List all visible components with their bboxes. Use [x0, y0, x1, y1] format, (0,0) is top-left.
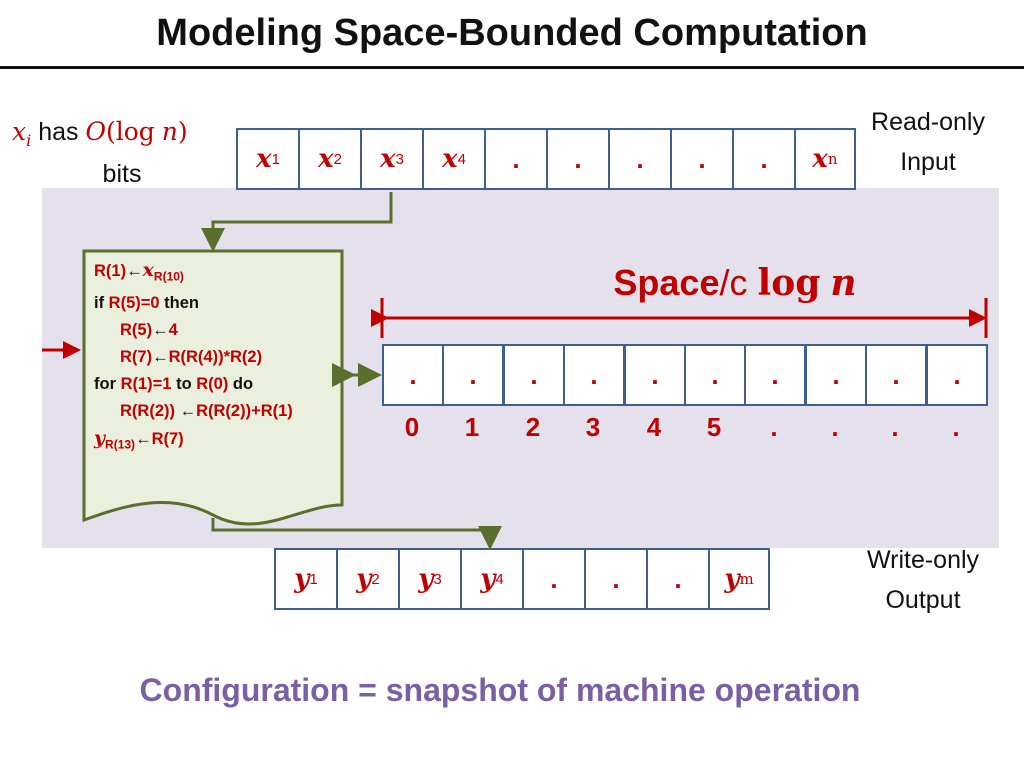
program-line — [94, 290, 342, 317]
program-token: R(10) — [153, 269, 184, 284]
input-label-line2: Input — [900, 148, 956, 176]
output-cell: y 4 — [460, 548, 524, 610]
bits-note-order: O(log n) — [85, 117, 188, 146]
program-token: ← — [126, 262, 143, 280]
program-token: do — [228, 375, 254, 394]
work-cell: . — [563, 344, 625, 406]
input-read-connector — [213, 192, 391, 246]
program-token: if — [94, 294, 109, 313]
program-token: R(1)=1 — [120, 375, 172, 394]
program-token: ← — [135, 430, 152, 449]
program-line — [94, 398, 342, 425]
input-cell: x 3 — [360, 128, 424, 190]
output-cell: y 3 — [398, 548, 462, 610]
program-panel — [84, 251, 342, 505]
work-cell: . — [684, 344, 746, 406]
output-cell: . — [584, 548, 648, 610]
input-cell: . — [670, 128, 734, 190]
program-token: R(5) — [120, 321, 153, 340]
program-token: x — [142, 259, 154, 281]
work-index: 4 — [646, 412, 662, 442]
bits-note-word: has — [38, 118, 79, 146]
work-cell: . — [442, 344, 504, 406]
program-token: y — [94, 427, 106, 450]
program-token: R(R(2)) — [120, 402, 180, 421]
program-token: to — [171, 375, 197, 394]
program-token: R(7) — [120, 348, 153, 367]
program-token: R(R(4))*R(2) — [168, 348, 263, 367]
program-line — [94, 317, 342, 344]
work-cell: . — [865, 344, 927, 406]
work-index: 3 — [585, 412, 601, 442]
program-token: then — [159, 294, 199, 313]
program-token: R(1) — [94, 262, 127, 280]
program-token: R(R(2))+R(1) — [196, 402, 293, 421]
output-cell: y 1 — [274, 548, 338, 610]
space-n: n — [830, 262, 857, 304]
bits-note-bits: bits — [102, 160, 142, 188]
program-token: ← — [152, 321, 169, 340]
work-index: . — [952, 412, 960, 442]
program-token: R(13) — [105, 437, 136, 452]
work-cell: . — [926, 344, 988, 406]
work-index: 0 — [404, 412, 420, 442]
work-cell: . — [503, 344, 565, 406]
program-line — [94, 344, 342, 371]
program-line — [94, 371, 342, 398]
input-cell: . — [546, 128, 610, 190]
work-cell: . — [624, 344, 686, 406]
output-label-line2: Output — [885, 586, 961, 614]
space-word: Space — [613, 262, 720, 303]
bits-note-var: $x_i$ — [12, 117, 32, 150]
work-index: . — [770, 412, 778, 442]
input-cell: . — [732, 128, 796, 190]
input-cell: x 4 — [422, 128, 486, 190]
work-cell: . — [744, 344, 806, 406]
input-cell: . — [484, 128, 548, 190]
program-token: R(5)=0 — [108, 294, 160, 313]
work-cell: . — [382, 344, 444, 406]
input-cell: . — [608, 128, 672, 190]
input-label-line1: Read-only — [871, 108, 985, 136]
input-cell: x n — [794, 128, 856, 190]
space-bound-label — [560, 262, 910, 304]
program-token: R(0) — [196, 375, 229, 394]
work-index: . — [831, 412, 839, 442]
program-token: ← — [179, 402, 197, 421]
work-cell: . — [805, 344, 867, 406]
output-cell: . — [646, 548, 710, 610]
program-token: for — [94, 375, 121, 394]
output-cell: y 2 — [336, 548, 400, 610]
output-cell: . — [522, 548, 586, 610]
output-label-line1: Write-only — [866, 546, 980, 574]
program-line — [94, 425, 342, 458]
slide-title: Modeling Space-Bounded Computation — [156, 12, 868, 54]
program-line — [94, 257, 342, 290]
input-cell: x 1 — [236, 128, 300, 190]
work-index: 2 — [525, 412, 541, 442]
work-index: . — [891, 412, 899, 442]
input-cell: x 2 — [298, 128, 362, 190]
program-token: R(7) — [151, 430, 184, 449]
space-divider: /c — [719, 262, 748, 303]
program-token: 4 — [168, 321, 178, 340]
work-index: 1 — [464, 412, 480, 442]
footer-caption: Configuration = snapshot of machine operation — [139, 672, 861, 708]
space-log: log — [757, 262, 821, 304]
work-index: 5 — [706, 412, 722, 442]
output-cell: y m — [708, 548, 770, 610]
program-token: ← — [152, 348, 169, 367]
